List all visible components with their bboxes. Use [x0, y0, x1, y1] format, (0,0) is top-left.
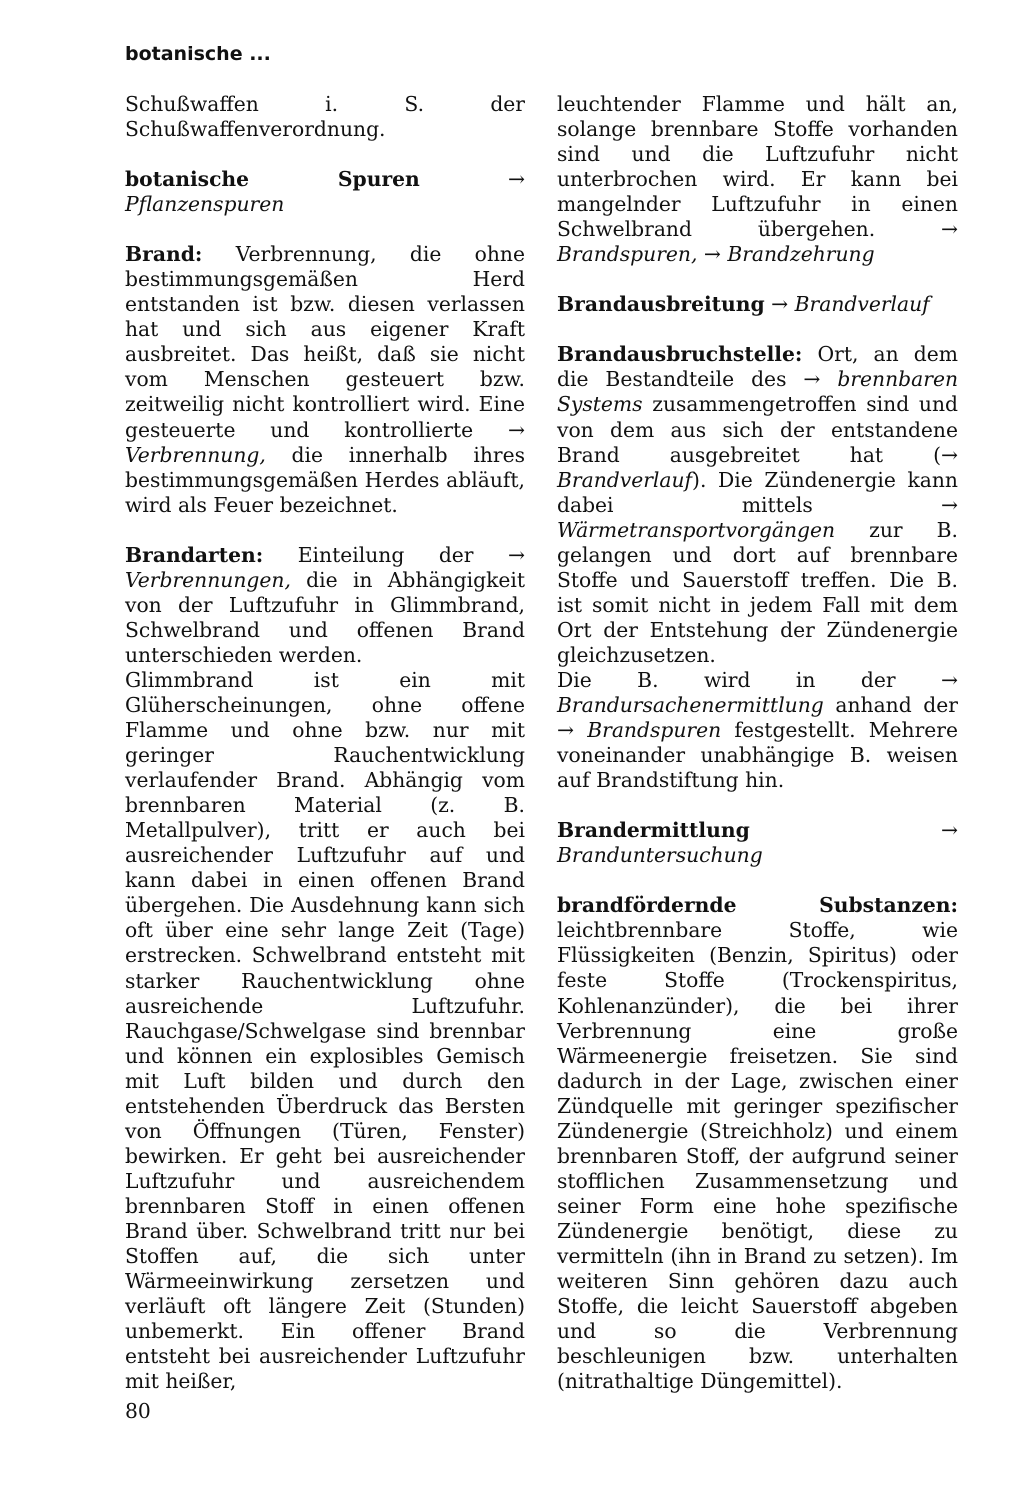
- cross-reference[interactable]: Verbrennung,: [125, 442, 266, 467]
- entry-brandausbreitung: [557, 292, 958, 317]
- page-number: 80: [125, 1399, 151, 1423]
- arrow-icon: →: [557, 718, 574, 743]
- cross-reference[interactable]: Brandspuren,: [557, 242, 698, 267]
- entry-brandarten: Brandarten: Einteilung der → Verbrennungen, die in Abhängigkeit von der Luftzufuhr in Glimmbrand, Schwelbrand und offenen Brand unterschieden werden.: [125, 542, 525, 667]
- entry-term: Brand:: [125, 242, 203, 267]
- arrow-icon: →: [941, 442, 958, 467]
- entry-term: botanische Spuren: [125, 167, 420, 192]
- arrow-icon: →: [941, 818, 958, 843]
- arrow-icon: →: [941, 492, 958, 517]
- arrow-icon: →: [803, 367, 821, 392]
- entry-term: Brandermittlung: [557, 818, 750, 843]
- arrow-icon: →: [508, 167, 525, 192]
- entry-continuation: leuchtender Flamme und hält an, solange brennbare Stoffe vorhanden sind und die Luftzufuhr nicht unterbrochen wird. Er kann bei mangelnder Luftzufuhr in einen Schwelbrand übergehen. → Brandspuren, → Brandzehrung: [557, 92, 958, 267]
- right-column: [557, 92, 958, 1394]
- entry-term: Brandausbreitung: [557, 292, 765, 317]
- cross-reference[interactable]: Brandzehrung: [727, 242, 875, 267]
- cross-reference[interactable]: Brandursachenermittlung: [557, 693, 824, 718]
- entry-brand: Brand: Verbrennung, die ohne bestimmungsgemäßen Herd entstanden ist bzw. diesen verlassen hat und sich aus eigener Kraft ausbreitet. Das heißt, daß sie nicht vom Menschen gesteuert bzw. zeitweilig nicht kontrolliert wird. Eine gesteuerte und kontrollierte → Verbrennung, die innerhalb ihres bestimmungsgemäßen Herdes abläuft, wird als Feuer bezeichnet.: [125, 242, 525, 517]
- running-head: botanische ...: [125, 43, 271, 65]
- cross-reference[interactable]: Branduntersuchung: [557, 843, 763, 868]
- entry-term: Brandarten:: [125, 542, 264, 567]
- cross-reference[interactable]: Brandspuren: [587, 718, 722, 743]
- cross-reference[interactable]: brennbaren Systems: [557, 367, 959, 417]
- cross-reference[interactable]: Wärmetransportvorgängen: [557, 517, 836, 542]
- entry-botanische-spuren: [125, 167, 525, 217]
- entry-term: brandfördernde Substanzen:: [557, 893, 958, 918]
- cross-reference[interactable]: Pflanzenspuren: [125, 192, 285, 217]
- cross-reference[interactable]: Brandverlauf: [557, 467, 693, 492]
- entry-continuation: Schußwaffen i. S. der Schußwaffenverordnung.: [125, 92, 525, 142]
- cross-reference[interactable]: Brandverlauf: [794, 292, 930, 317]
- entry-brandfoerdernde-substanzen: brandfördernde Substanzen: leichtbrennbare Stoffe, wie Flüssigkeiten (Benzin, Spiritus) oder feste Stoffe (Trockenspiritus, Kohlenanzünder), die bei ihrer Verbrennung eine große Wärmeenergie freisetzen. Sie sind dadurch in der Lage, zwischen einer Zündquelle mit geringer spezifischer Zündenergie (Streichholz) und einem brennbaren Stoff, der aufgrund seiner stofflichen Zusammensetzung und seiner Form eine hohe spezifische Zündenergie benötigt, diese zu vermitteln (ihn in Brand zu setzen). Im weiteren Sinn gehören dazu auch Stoffe, die leicht Sauerstoff abgeben und so die Verbrennung beschleunigen bzw. unterhalten (nitrathaltige Düngemittel).: [557, 893, 958, 1394]
- arrow-icon: →: [508, 542, 525, 567]
- entry-brandausbruchstelle-paragraph: Die B. wird in der → Brandursachenermittlung anhand der → Brandspuren festgestellt. Mehrere voneinander unabhängige B. weisen auf Brandstiftung hin.: [557, 667, 958, 793]
- arrow-icon: →: [771, 292, 789, 317]
- arrow-icon: →: [941, 217, 958, 242]
- entry-term: Brandausbruchstelle:: [557, 342, 803, 367]
- entry-brandermittlung: [557, 818, 958, 868]
- arrow-icon: →: [941, 667, 958, 692]
- entry-brandarten-paragraph: Glimmbrand ist ein mit Glüherscheinungen, ohne offene Flamme und ohne bzw. nur mit geringer Rauchentwicklung verlaufender Brand. Abhängig vom brennbaren Material (z. B. Metallpulver), tritt er auch bei ausreichender Luftzufuhr auf und kann dabei in einen offenen Brand übergehen. Die Ausdehnung kann sich oft über eine sehr lange Zeit (Tage) erstrecken. Schwelbrand entsteht mit starker Rauchentwicklung ohne ausreichende Luftzufuhr. Rauchgase/Schwelgase sind brennbar und können ein explosibles Gemisch mit Luft bilden und durch den entstehenden Überdruck das Bersten von Öffnungen (Türen, Fenster) bewirken. Er geht bei ausreichender Luftzufuhr und ausreichendem brennbaren Stoff in einen offenen Brand über. Schwelbrand tritt nur bei Stoffen auf, die sich unter Wärmeeinwirkung zersetzen und verläuft oft längere Zeit (Stunden) unbemerkt. Ein offener Brand entsteht bei ausreichender Luftzufuhr mit heißer,: [125, 667, 525, 1394]
- left-column: [125, 92, 525, 1394]
- arrow-icon: →: [508, 417, 525, 442]
- arrow-icon: →: [703, 242, 721, 267]
- cross-reference[interactable]: Verbrennungen,: [125, 567, 291, 592]
- entry-brandausbruchstelle: Brandausbruchstelle: Ort, an dem die Bestandteile des → brennbaren Systems zusammengetroffen sind und von dem aus sich der entstandene Brand ausgebreitet hat (→ Brandverlauf). Die Zündenergie kann dabei mittels → Wärmetransportvorgängen zur B. gelangen und dort auf brennbare Stoffe und Sauerstoff treffen. Die B. ist somit nicht in jedem Fall mit dem Ort der Entstehung der Zündenergie gleichzusetzen.: [557, 342, 959, 667]
